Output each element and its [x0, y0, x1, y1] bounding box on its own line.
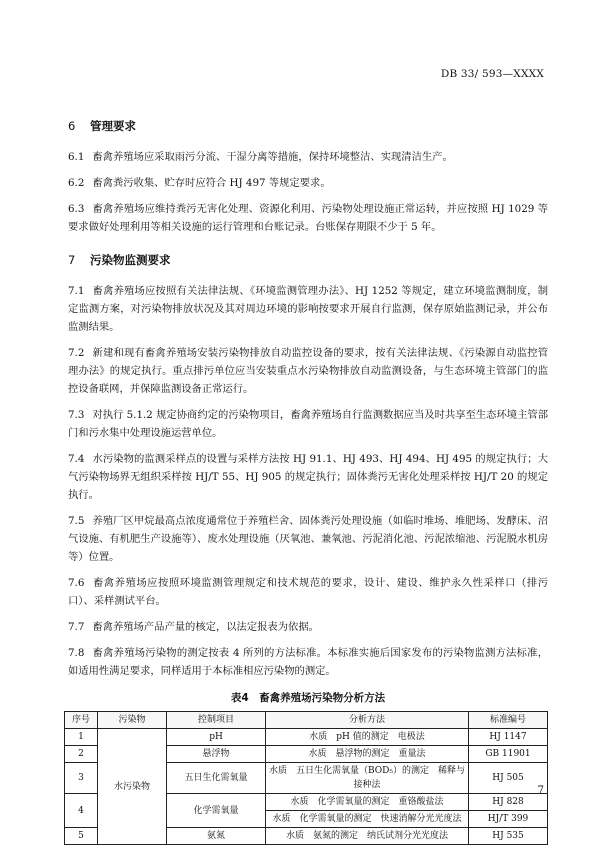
clause-text: 新建和现有畜禽养殖场安装污染物排放自动监控设备的要求，按有关法律法规、《污染源自动监控管理办法》的规定执行。重点排污单位应当安装重点水污染物排放自动监测设备，与生态环境主管部门的监控设备联网，并保障监测设备正常运行。 [68, 347, 548, 395]
clause-7-5 [68, 512, 548, 566]
clause-text: 水污染物的监测采样点的设置与采样方法按 HJ 91.1、HJ 493、HJ 494、HJ 495 的规定执行；大气污染物场界无组织采样按 HJ/T 55、HJ 905 的规定执行；固体粪污无害化处理采样按 HJ/T 20 的规定执行。 [68, 453, 548, 501]
clause-number: 7.8 [68, 647, 85, 659]
col-header-pollutant: 污染物 [98, 712, 167, 729]
section-title-text: 管理要求 [90, 119, 137, 133]
clause-number: 7.3 [68, 409, 85, 421]
section-title-text: 污染物监测要求 [90, 253, 171, 267]
clause-text: 畜禽养殖场应按照环境监测管理规定和技术规范的要求，设计、建设、维护永久性采样口（排污口）、采样测试平台。 [68, 577, 548, 607]
control-item: 五日生化需氧量 [167, 763, 266, 794]
clause-text: 畜禽养殖场应按照有关法律法规、《环境监测管理办法》、HJ 1252 等规定，建立环境监测制度，制定监测方案，对污染物排放状况及其对周边环境的影响按要求开展自行监测，保存原始监测记录，并公布监测结果。 [68, 285, 548, 333]
section-number: 6 [68, 119, 76, 133]
section-7-title [68, 252, 548, 268]
col-header-method: 分析方法 [266, 712, 469, 729]
clause-number: 6.2 [68, 177, 85, 189]
clause-number: 7.4 [68, 453, 85, 465]
page-content [68, 118, 548, 845]
row-no: 1 [65, 729, 98, 746]
clause-number: 7.1 [68, 285, 85, 297]
row-no: 4 [65, 794, 98, 828]
standard-code: HJ 535 [469, 828, 548, 845]
col-header-no: 序号 [65, 712, 98, 729]
clause-7-6 [68, 574, 548, 610]
page-number: 7 [537, 785, 544, 796]
control-item: pH [167, 729, 266, 746]
standard-code: GB 11901 [469, 746, 548, 763]
standard-code: HJ 828 [469, 794, 548, 811]
clause-number: 6.3 [68, 203, 85, 215]
table-header-row [65, 712, 548, 729]
clause-text: 畜禽养殖场污染物的测定按表 4 所列的方法标准。本标准实施后国家发布的污染物监测方法标准，如适用性满足要求，同样适用于本标准相应污染物的测定。 [68, 647, 548, 677]
clause-number: 6.1 [68, 151, 85, 163]
col-header-standard: 标准编号 [469, 712, 548, 729]
clause-6-2 [68, 174, 548, 192]
clause-7-8 [68, 644, 548, 680]
section-6-title [68, 118, 548, 134]
clause-6-1 [68, 148, 548, 166]
standard-code: HJ 505 [469, 763, 548, 794]
row-no: 3 [65, 763, 98, 794]
clause-number: 7.7 [68, 621, 85, 633]
clause-7-7 [68, 618, 548, 636]
analysis-methods-table [64, 711, 548, 845]
clause-text: 对执行 5.1.2 规定协商约定的污染物项目，畜禽养殖场自行监测数据应当及时共享至生态环境主管部门和污水集中处理设施运营单位。 [68, 409, 548, 439]
analysis-method: 水质 pH 值的测定 电极法 [266, 729, 469, 746]
analysis-method: 水质 化学需氧量的测定 重铬酸盐法 [266, 794, 469, 811]
clause-text: 畜禽养殖场应采取雨污分流、干湿分离等措施，保持环境整洁、实现清洁生产。 [92, 151, 453, 163]
analysis-method: 水质 五日生化需氧量（BOD₅）的测定 稀释与接种法 [266, 763, 469, 794]
clause-text: 养殖厂区甲烷最高点浓度通常位于养殖栏舍、固体粪污处理设施（如临时堆场、堆肥场、发酵床、沼气设施、有机肥生产设施等）、废水处理设施（厌氧池、兼氧池、污泥消化池、污泥浓缩池、污泥脱水机房等）位置。 [68, 515, 548, 563]
clause-7-2 [68, 344, 548, 398]
table-row [65, 729, 548, 746]
analysis-method: 水质 悬浮物的测定 重量法 [266, 746, 469, 763]
clause-text: 畜禽养殖场应维持粪污无害化处理、资源化利用、污染物处理设施正常运转，并应按照 HJ 1029 等要求做好处理利用等相关设施的运行管理和台账记录。台账保存期限不少于 5 年。 [68, 203, 548, 233]
analysis-method: 水质 化学需氧量的测定 快速消解分光光度法 [266, 811, 469, 828]
control-item: 化学需氧量 [167, 794, 266, 828]
table-title: 表4 畜禽养殖场污染物分析方法 [230, 692, 386, 704]
analysis-method: 水质 氨氮的测定 纳氏试剂分光光度法 [266, 828, 469, 845]
clause-7-4 [68, 450, 548, 504]
clause-number: 7.2 [68, 347, 85, 359]
control-item: 氨氮 [167, 828, 266, 845]
clause-6-3 [68, 200, 548, 236]
clause-7-1 [68, 282, 548, 336]
clause-7-3 [68, 406, 548, 442]
row-no: 5 [65, 828, 98, 845]
clause-text: 畜禽粪污收集、贮存时应符合 HJ 497 等规定要求。 [92, 177, 331, 189]
document-code: DB 33/ 593—XXXX [440, 68, 544, 80]
clause-number: 7.5 [68, 515, 85, 527]
standard-code: HJ 1147 [469, 729, 548, 746]
control-item: 悬浮物 [167, 746, 266, 763]
standard-code: HJ/T 399 [469, 811, 548, 828]
row-no: 2 [65, 746, 98, 763]
pollutant-category: 水污染物 [98, 729, 167, 845]
section-number: 7 [68, 253, 76, 267]
clause-text: 畜禽养殖场产品产量的核定，以法定报表为依据。 [92, 621, 319, 633]
col-header-item: 控制项目 [167, 712, 266, 729]
clause-number: 7.6 [68, 577, 85, 589]
